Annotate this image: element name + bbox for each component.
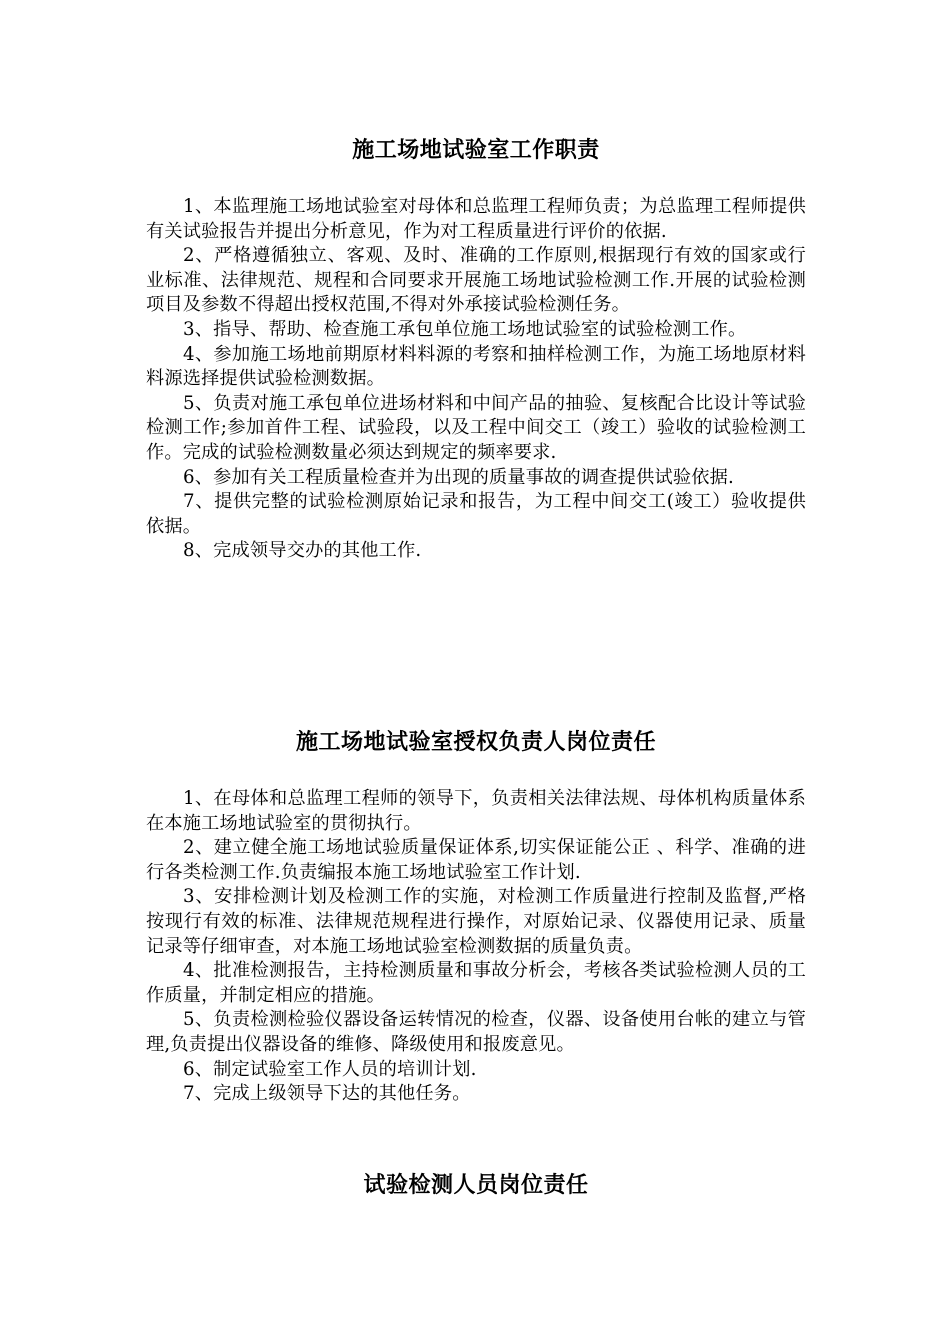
paragraph: 6、制定试验室工作人员的培训计划. — [183, 1058, 477, 1080]
paragraph: 5、负责对施工承包单位进场材料和中间产品的抽验、复核配合比设计等试验检测工作;参加首件工程、试验段，以及工程中间交工（竣工）验收的试验检测工作。完成的试验检测数量必须达到规定的频率要求. — [146, 392, 806, 463]
section-body — [146, 787, 806, 1107]
section-testing-staff-duties — [146, 1170, 806, 1200]
paragraph: 4、批准检测报告，主持检测质量和事故分析会，考核各类试验检测人员的工作质量，并制定相应的措施。 — [146, 960, 806, 1006]
paragraph: 1、在母体和总监理工程师的领导下，负责相关法律法规、母体机构质量体系在本施工场地试验室的贯彻执行。 — [146, 788, 806, 834]
paragraph: 3、指导、帮助、检查施工承包单位施工场地试验室的试验检测工作。 — [183, 318, 747, 340]
paragraph: 2、建立健全施工场地试验质量保证体系,切实保证能公正 、科学、准确的进行各类检测工作.负责编报本施工场地试验室工作计划. — [146, 837, 806, 883]
section-authorized-lead-duties — [146, 727, 806, 1107]
section-title: 施工场地试验室授权负责人岗位责任 — [295, 729, 656, 755]
paragraph: 4、参加施工场地前期原材料料源的考察和抽样检测工作，为施工场地原材料料源选择提供试验检测数据。 — [146, 343, 806, 390]
paragraph: 6、参加有关工程质量检查并为出现的质量事故的调查提供试验依据. — [183, 466, 734, 488]
paragraph: 7、提供完整的试验检测原始记录和报告，为工程中间交工(竣工）验收提供依据。 — [146, 491, 806, 537]
paragraph: 5、负责检测检验仪器设备运转情况的检查，仪器、设备使用台帐的建立与管理,负责提出仪器设备的维修、降级使用和报废意见。 — [146, 1009, 806, 1055]
paragraph: 3、安排检测计划及检测工作的实施，对检测工作质量进行控制及监督,严格按现行有效的标准、法律规范规程进行操作，对原始记录、仪器使用记录、质量记录等仔细审查，对本施工场地试验室检测数据的质量负责。 — [146, 886, 806, 957]
paragraph: 1、本监理施工场地试验室对母体和总监理工程师负责；为总监理工程师提供有关试验报告并提出分析意见，作为对工程质量进行评价的依据. — [146, 196, 806, 242]
paragraph: 8、完成领导交办的其他工作. — [183, 540, 422, 562]
section-title: 施工场地试验室工作职责 — [352, 137, 600, 163]
section-title: 试验检测人员岗位责任 — [363, 1172, 589, 1198]
paragraph: 7、完成上级领导下达的其他任务。 — [183, 1083, 471, 1105]
paragraph: 2、严格遵循独立、客观、及时、准确的工作原则,根据现行有效的国家或行业标准、法律规范、规程和合同要求开展施工场地试验检测工作.开展的试验检测项目及参数不得超出授权范围,不得对外承接试验检测任务。 — [146, 245, 806, 316]
section-lab-duties — [146, 135, 806, 564]
section-body — [146, 195, 806, 564]
